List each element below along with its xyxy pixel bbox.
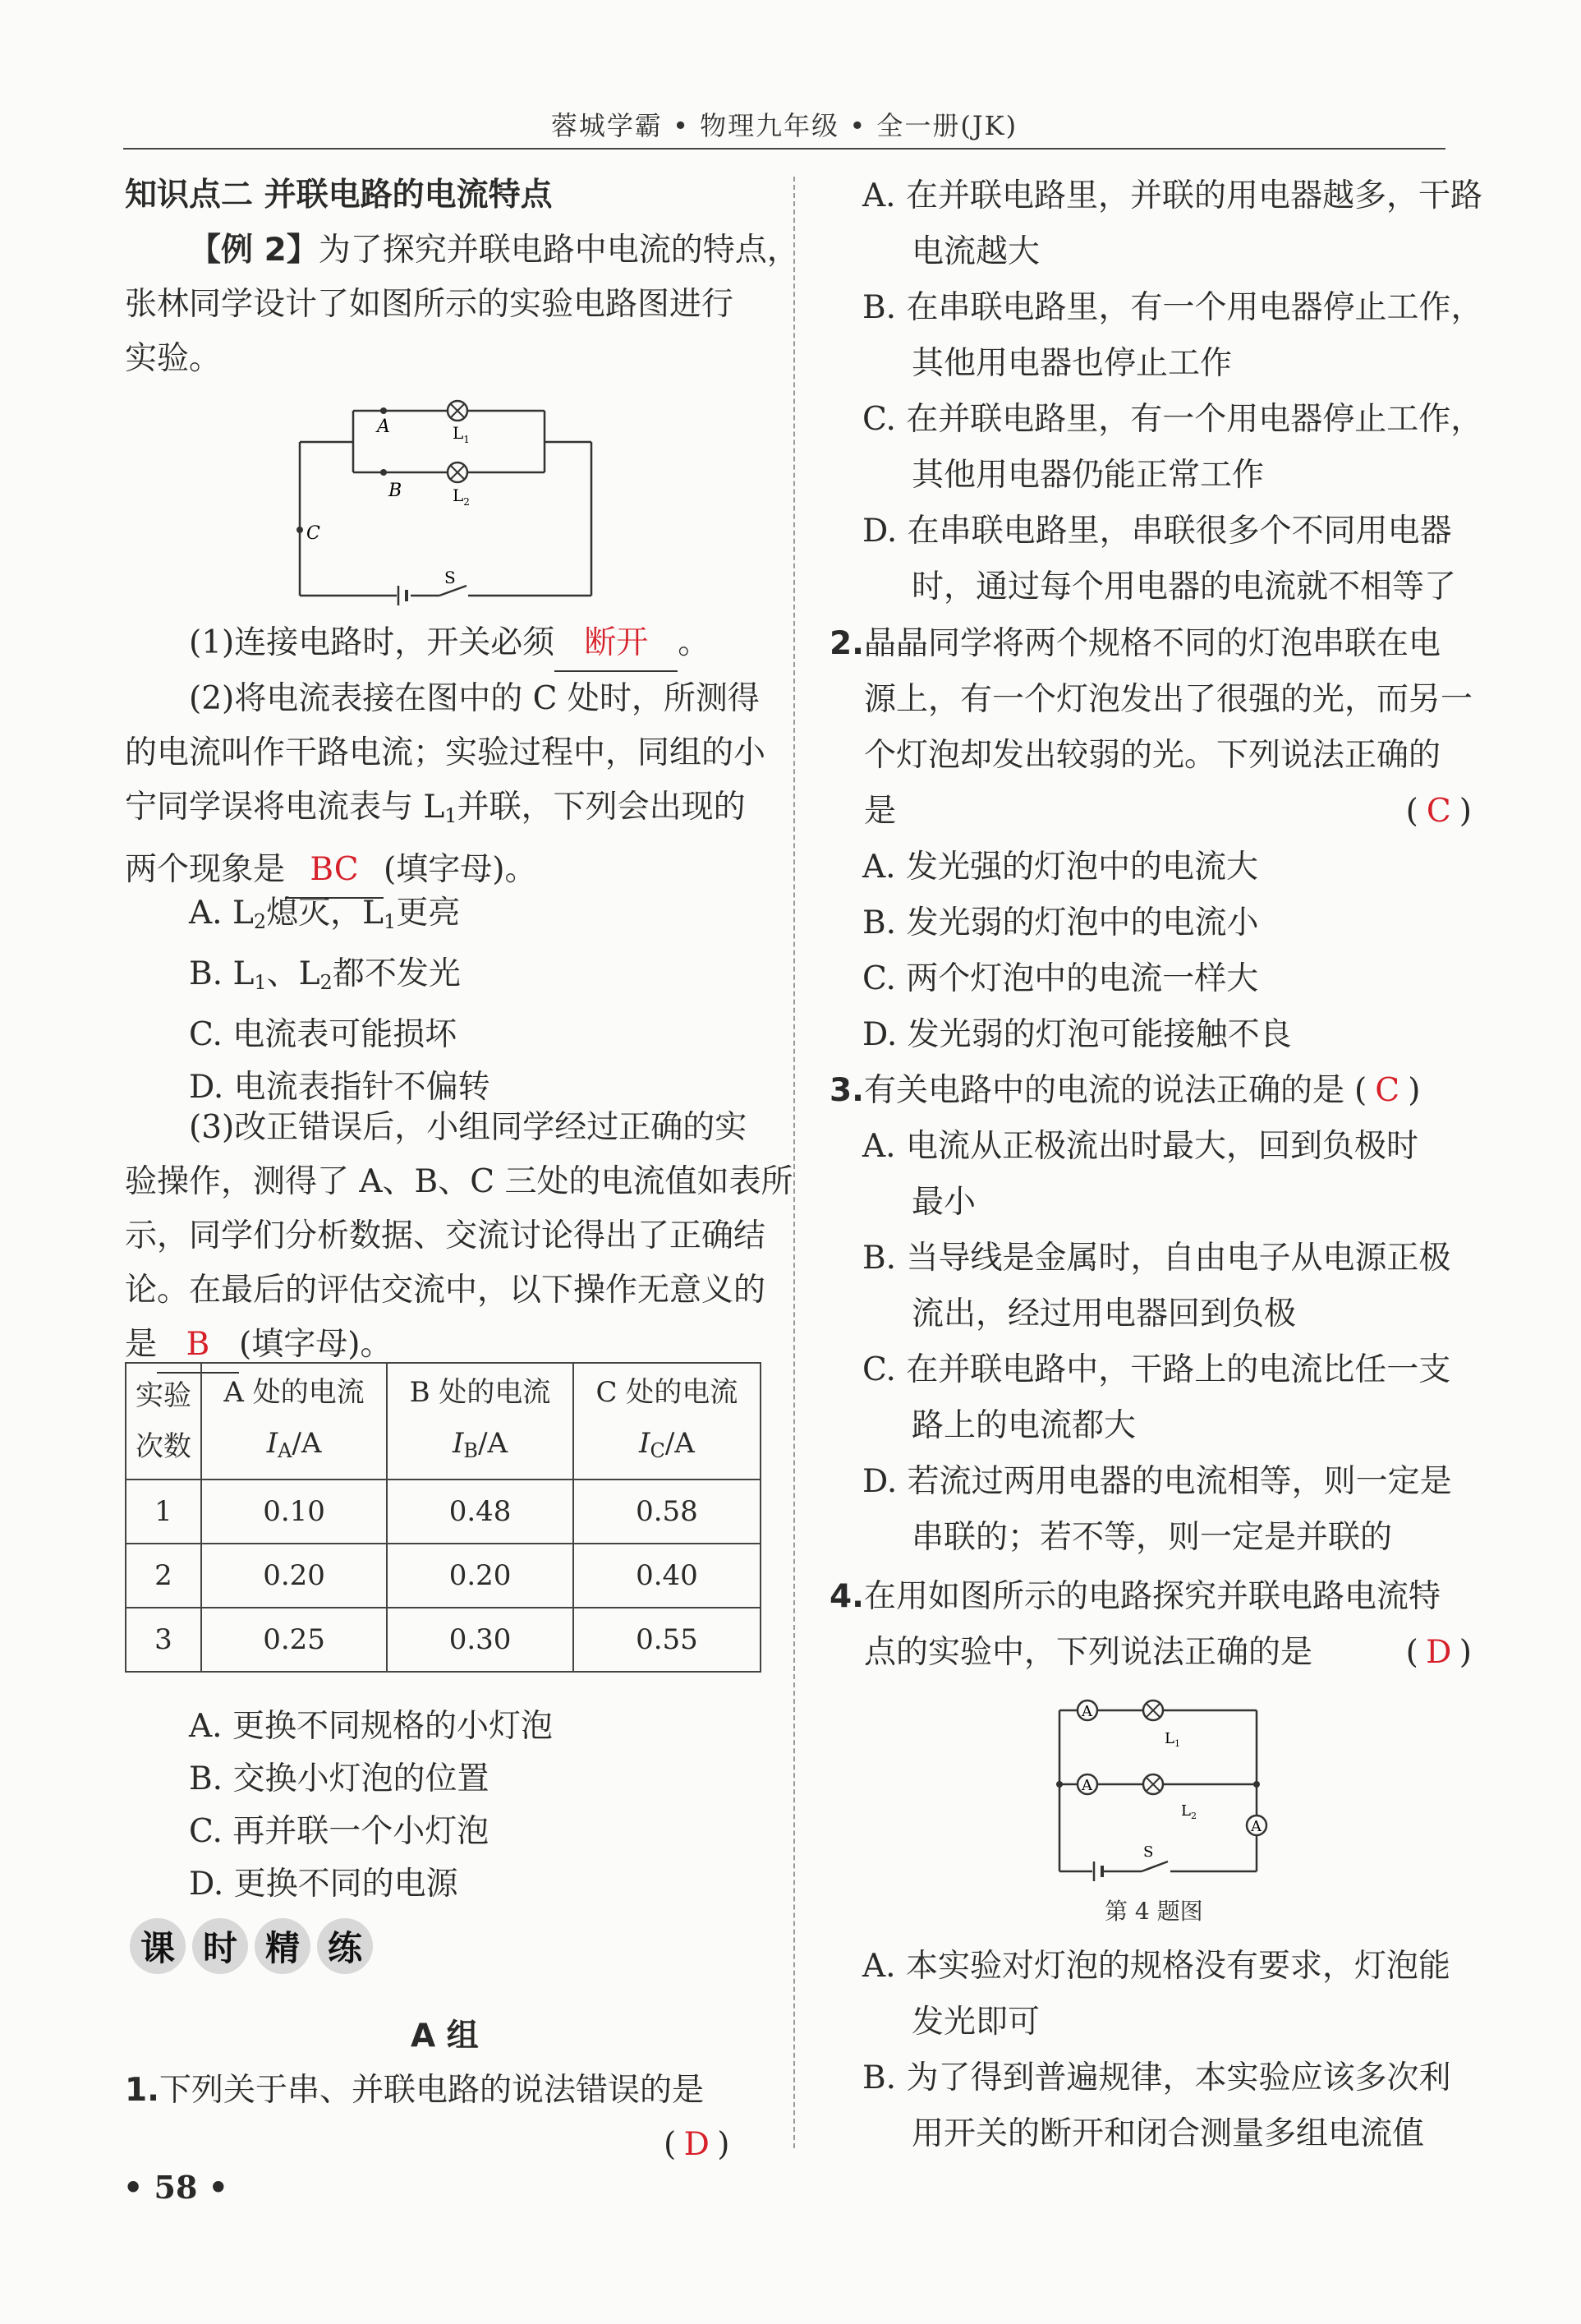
table-header-cell: B 处的电流 $I_B/A$ [387, 1363, 573, 1480]
question-3-options: A. 电流从正极流出时最大，回到负极时 最小 B. 当导线是金属时，自由电子从电源正极 流出，经过用电器回到负极 C. 在并联电路中，干路上的电流比任一支 路上的电流都大 D. 若流过两用电器的电流相等，则一定是 串联的；若不等，则一定是并联的 [862, 1119, 1452, 1566]
question-1-options: A. 在并联电路里，并联的用电器越多，干路 电流越大 B. 在串联电路里，有一个用电器停止工作， 其他用电器也停止工作 C. 在并联电路里，有一个用电器停止工作， 其他用电器仍能正常工作 D. 在串联电路里，串联很多个不同用电器 时，通过每个用电器的电流就不相等了 [862, 168, 1482, 615]
option-a: A. 电流从正极流出时最大，回到负极时 [862, 1128, 1418, 1165]
lamp-l2-label: $L_2$ [453, 486, 470, 508]
example-intro: 【例 2】为了探究并联电路中电流的特点， 张林同学设计了如图所示的实验电路图进行 实验。 [125, 232, 799, 377]
option-c: C. 电流表可能损坏 [189, 1016, 457, 1053]
answer-q1: 断开 [554, 616, 678, 672]
option-d: D. 更换不同的电源 [189, 1866, 458, 1903]
badge-char: 课 [130, 1918, 186, 1974]
question-4-answer: ( D ) [1405, 1634, 1472, 1671]
question-2-options [862, 840, 1292, 1063]
option-b: B. $L_1$、$L_2$都不发光 [189, 955, 461, 994]
battery-icon [1094, 1862, 1102, 1881]
option-c: C. 在并联电路中，干路上的电流比任一支 [862, 1351, 1451, 1388]
question-1-answer: ( D ) [664, 2126, 730, 2163]
table-row: 2 0.20 0.20 0.40 [126, 1544, 761, 1608]
table-row: 1 0.10 0.48 0.58 [126, 1480, 761, 1544]
option-b: B. 交换小灯泡的位置 [189, 1760, 489, 1797]
answer-q3: B [157, 1318, 239, 1374]
option-b: B. 发光弱的灯泡中的电流小 [862, 904, 1259, 941]
option-d: D. 发光弱的灯泡可能接触不良 [862, 1016, 1292, 1053]
point-c-label: C [306, 523, 320, 544]
question-2-answer: ( C ) [1405, 793, 1472, 830]
group-title: A 组 [411, 2018, 479, 2055]
current-data-table [125, 1362, 761, 1673]
ammeter-icon [1247, 1815, 1266, 1835]
question-3-answer: ( C ) [1354, 1072, 1421, 1109]
option-c: C. 再并联一个小灯泡 [189, 1813, 489, 1850]
section-badges [130, 1918, 373, 1984]
example-questions: (1)连接电路时，开关必须 断开 。 (2)将电流表接在图中的 C 处时，所测得 的电流叫作干路电流；实验过程中，同组的小 宁同学误将电流表与 $L_1$并联，下列会出现的 两个现象是 BC (填字母)。 [125, 616, 765, 899]
q3-option-list [189, 1700, 553, 1911]
option-d: D. 若流过两用电器的电流相等，则一定是 [862, 1463, 1452, 1500]
question-2: 2.晶晶同学将两个规格不同的灯泡串联在电 源上，有一个灯泡发出了很强的光，而另一 个灯泡却发出较弱的光。下列说法正确的 是 ( C ) [830, 616, 1473, 840]
lamp-l2-label: $L_2$ [1181, 1802, 1197, 1821]
point-a-label: A [377, 416, 390, 437]
option-a: A. 更换不同规格的小灯泡 [189, 1708, 553, 1745]
battery-icon [398, 586, 407, 605]
badge-char: 练 [317, 1918, 373, 1974]
lamp-l1-icon [448, 401, 467, 421]
option-b: B. 当导线是金属时，自由电子从电源正极 [862, 1240, 1451, 1277]
running-header: 蓉城学霸 • 物理九年级 • 全一册(JK) [550, 110, 1018, 141]
example-tag: 【例 2】 [189, 232, 319, 269]
q3-paragraph: (3)改正错误后，小组同学经过正确的实 验操作，测得了 A、B、C 三处的电流值如表所 示，同学们分析数据、交流讨论得出了正确结 论。在最后的评估交流中，以下操作无意义的 是 B (填字母)。 [125, 1101, 793, 1374]
option-b: B. 在串联电路里，有一个用电器停止工作， [862, 289, 1483, 326]
lamp-l1-icon [1143, 1700, 1163, 1720]
svg-text:A: A [1082, 1703, 1092, 1720]
table-header-cell: A 处的电流 $I_A/A$ [201, 1363, 387, 1480]
table-header-cell: C 处的电流 $I_C/A$ [573, 1363, 761, 1480]
ammeter-icon [1078, 1774, 1097, 1794]
switch-label: S [444, 568, 456, 587]
section-title: 知识点二 并联电路的电流特点 [125, 177, 553, 214]
option-d: D. 在串联电路里，串联很多个不同用电器 [862, 513, 1452, 550]
option-b: B. 为了得到普遍规律，本实验应该多次利 [862, 2059, 1451, 2096]
point-b-label: B [388, 481, 402, 501]
example-circuit-diagram [292, 386, 604, 608]
option-d: D. 电流表指针不偏转 [189, 1069, 490, 1106]
column-divider [793, 177, 795, 2148]
table-row: 3 0.25 0.30 0.55 [126, 1608, 761, 1672]
question-4-stem: 4.在用如图所示的电路探究并联电路电流特 点的实验中，下列说法正确的是 ( D ) [830, 1569, 1472, 1681]
lamp-l1-label: $L_1$ [453, 423, 470, 445]
badge-char: 精 [255, 1918, 310, 1974]
q2-option-list [189, 887, 490, 1114]
option-c: C. 两个灯泡中的电流一样大 [862, 960, 1259, 997]
figure-caption: 第 4 题图 [1105, 1898, 1203, 1925]
lamp-l1-label: $L_1$ [1165, 1730, 1180, 1749]
question-4-circuit-diagram [1051, 1692, 1298, 1889]
answer-q2: BC [285, 843, 384, 899]
question-1-stem: 1.下列关于串、并联电路的说法错误的是 [125, 2072, 704, 2109]
option-a: A. 本实验对灯泡的规格没有要求，灯泡能 [862, 1948, 1450, 1985]
option-a: A. 在并联电路里，并联的用电器越多，干路 [862, 177, 1482, 214]
lamp-l2-icon [1143, 1774, 1163, 1794]
header-rule [123, 148, 1445, 150]
table-header-cell: 实验 次数 [126, 1363, 201, 1480]
ammeter-icon [1078, 1700, 1097, 1720]
question-4-options: A. 本实验对灯泡的规格没有要求，灯泡能 发光即可 B. 为了得到普遍规律，本实验应该多次利 用开关的断开和闭合测量多组电流值 [862, 1939, 1450, 2162]
switch-label: S [1143, 1843, 1154, 1861]
svg-text:A: A [1251, 1818, 1262, 1835]
lamp-l2-icon [448, 462, 467, 482]
option-a: A. $L_2$熄灭，$L_1$更亮 [189, 895, 461, 933]
question-3-stem: 3.有关电路中的电流的说法正确的是 ( C ) [830, 1072, 1421, 1109]
page-number: • 58 • [123, 2169, 228, 2206]
svg-text:A: A [1082, 1777, 1092, 1794]
badge-char: 时 [192, 1918, 248, 1974]
option-c: C. 在并联电路里，有一个用电器停止工作， [862, 401, 1483, 438]
option-a: A. 发光强的灯泡中的电流大 [862, 849, 1258, 886]
